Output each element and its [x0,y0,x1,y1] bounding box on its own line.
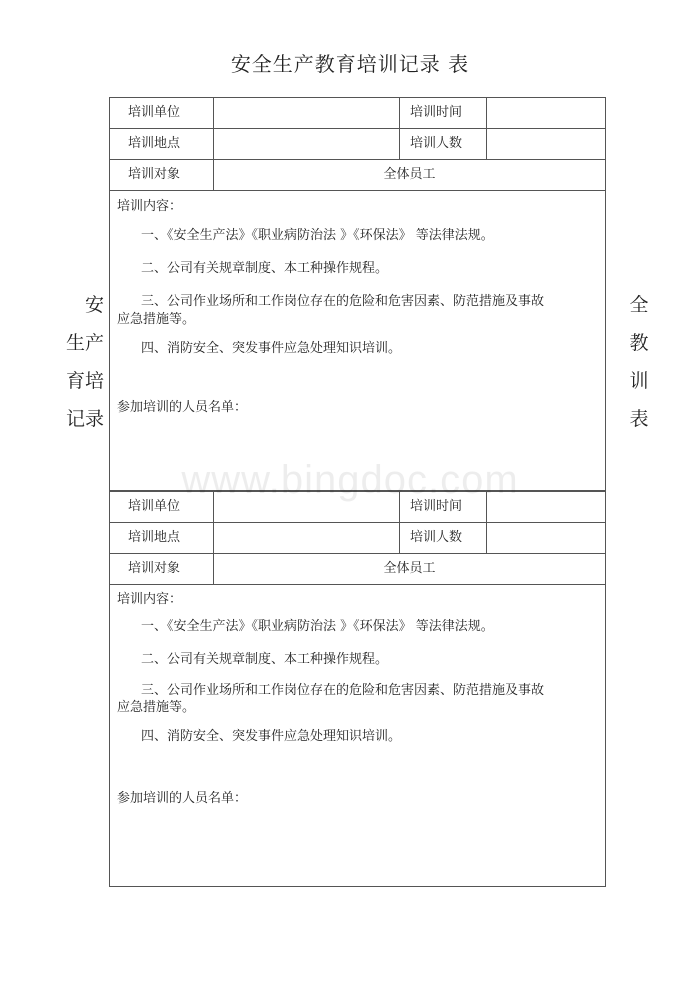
side-caption-left [44,286,104,438]
form-row-target [110,554,605,585]
target-value: 全体员工 [383,167,436,182]
training-content-section [110,191,605,490]
content-item: 应急措施等。 [117,312,196,327]
side-caption-left-line: 育培 [65,370,104,392]
form-row-place-count [110,523,605,554]
content-item: 二、公司有关规章制度、本工种操作规程。 [141,652,389,667]
content-item: 二、公司有关规章制度、本工种操作规程。 [141,261,389,276]
training-record-form-1 [109,97,606,491]
time-label: 培训时间 [400,492,487,522]
target-value: 全体员工 [383,561,436,576]
time-label: 培训时间 [400,98,487,128]
side-caption-right-line: 训 [629,370,649,392]
content-item: 四、消防安全、突发事件应急处理知识培训。 [141,729,402,744]
time-field[interactable] [487,98,605,128]
place-field[interactable] [214,129,400,159]
count-field[interactable] [487,523,605,553]
page-title: 安全生产教育培训记录 表 [230,52,470,76]
form-row-place-count [110,129,605,160]
target-label: 培训对象 [110,554,214,584]
training-content-section [110,585,605,885]
form-row-target [110,160,605,191]
training-record-form-2 [109,491,606,887]
content-item: 四、消防安全、突发事件应急处理知识培训。 [141,341,402,356]
side-caption-right [624,286,654,438]
place-field[interactable] [214,523,400,553]
content-label: 培训内容： [117,199,183,214]
attendees-label: 参加培训的人员名单： [117,791,248,806]
content-item: 应急措施等。 [117,700,196,715]
unit-label: 培训单位 [110,492,214,522]
side-caption-right-line: 表 [629,408,649,430]
count-label: 培训人数 [400,523,487,553]
place-label: 培训地点 [110,523,214,553]
place-label: 培训地点 [110,129,214,159]
side-caption-right-line: 全 [629,294,649,316]
count-field[interactable] [487,129,605,159]
unit-field[interactable] [214,98,400,128]
unit-label: 培训单位 [110,98,214,128]
content-label: 培训内容： [117,592,183,607]
attendees-label: 参加培训的人员名单： [117,400,248,415]
side-caption-left-line: 记录 [65,408,104,430]
side-caption-left-line: 生产 [65,332,104,354]
content-item: 三、公司作业场所和工作岗位存在的危险和危害因素、防范措施及事故 [141,294,545,309]
content-item: 三、公司作业场所和工作岗位存在的危险和危害因素、防范措施及事故 [141,683,545,698]
side-caption-left-line: 安 [84,294,104,316]
count-label: 培训人数 [400,129,487,159]
content-item: 一、《安全生产法》《职业病防治法 》《环保法》 等法律法规。 [141,619,494,634]
content-item: 一、《安全生产法》《职业病防治法 》《环保法》 等法律法规。 [141,228,494,243]
form-row-unit-time [110,98,605,129]
watermark: www.bingdoc.com [181,458,519,502]
side-caption-right-line: 教 [629,332,649,354]
target-label: 培训对象 [110,160,214,190]
